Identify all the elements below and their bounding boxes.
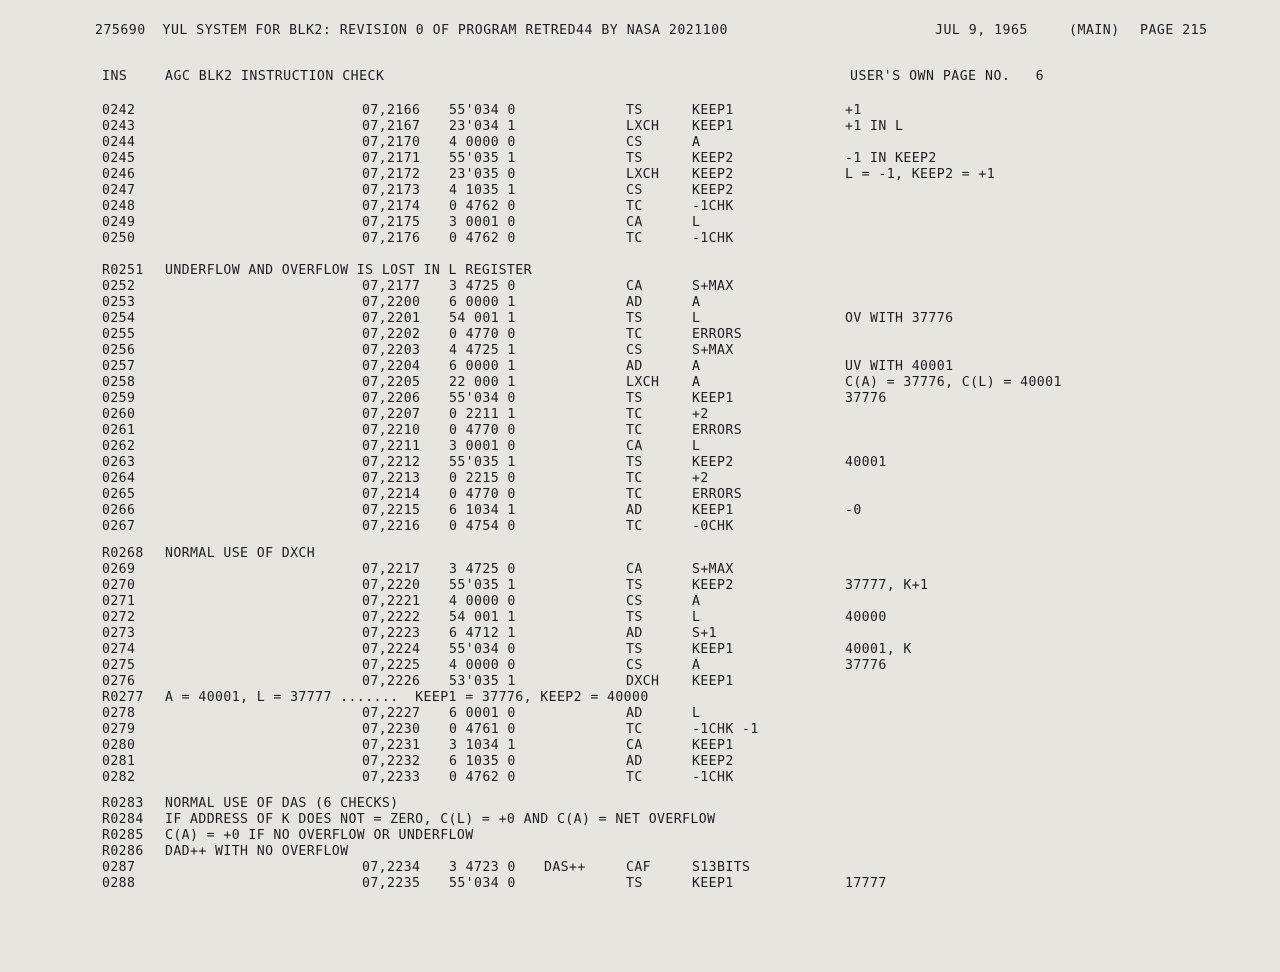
octal-code: 22 000 1 bbox=[449, 375, 516, 390]
remark-row bbox=[0, 263, 1280, 279]
listing-row bbox=[0, 562, 1280, 578]
opcode: TC bbox=[626, 519, 643, 534]
address: L bbox=[692, 311, 701, 326]
location: 07,2224 bbox=[362, 642, 421, 657]
location: 07,2227 bbox=[362, 706, 421, 721]
comment: L = -1, KEEP2 = +1 bbox=[845, 167, 996, 182]
listing-row bbox=[0, 151, 1280, 167]
line-number: 0265 bbox=[102, 487, 136, 502]
ins-label: INS bbox=[102, 69, 128, 84]
remark-text: A = 40001, L = 37777 ....... KEEP1 = 37776, KEEP2 = 40000 bbox=[165, 690, 649, 705]
line-number: 0280 bbox=[102, 738, 136, 753]
octal-code: 0 4762 0 bbox=[449, 770, 516, 785]
address: -1CHK -1 bbox=[692, 722, 759, 737]
opcode: CAF bbox=[626, 860, 652, 875]
address: KEEP2 bbox=[692, 578, 734, 593]
line-number: 0272 bbox=[102, 610, 136, 625]
line-number: 0275 bbox=[102, 658, 136, 673]
opcode: TS bbox=[626, 151, 643, 166]
line-number: 0246 bbox=[102, 167, 136, 182]
opcode: TS bbox=[626, 610, 643, 625]
location: 07,2170 bbox=[362, 135, 421, 150]
listing-row bbox=[0, 594, 1280, 610]
address: -1CHK bbox=[692, 231, 734, 246]
address: -0CHK bbox=[692, 519, 734, 534]
octal-code: 55'035 1 bbox=[449, 455, 516, 470]
listing-row bbox=[0, 455, 1280, 471]
octal-code: 6 1034 1 bbox=[449, 503, 516, 518]
opcode: CA bbox=[626, 279, 643, 294]
opcode: CA bbox=[626, 439, 643, 454]
location: 07,2221 bbox=[362, 594, 421, 609]
octal-code: 0 2215 0 bbox=[449, 471, 516, 486]
address: +2 bbox=[692, 471, 709, 486]
listing-row bbox=[0, 876, 1280, 892]
address: S+MAX bbox=[692, 279, 734, 294]
listing-row bbox=[0, 135, 1280, 151]
listing-row bbox=[0, 578, 1280, 594]
users-page-number: USER'S OWN PAGE NO. 6 bbox=[850, 69, 1045, 84]
listing-row bbox=[0, 279, 1280, 295]
comment: 40001, K bbox=[845, 642, 912, 657]
listing-row bbox=[0, 215, 1280, 231]
line-number: R0283 bbox=[102, 796, 144, 811]
location: 07,2200 bbox=[362, 295, 421, 310]
location: 07,2226 bbox=[362, 674, 421, 689]
octal-code: 4 4725 1 bbox=[449, 343, 516, 358]
header-tag: (MAIN) bbox=[1069, 23, 1120, 38]
octal-code: 6 1035 0 bbox=[449, 754, 516, 769]
comment: UV WITH 40001 bbox=[845, 359, 954, 374]
address: +2 bbox=[692, 407, 709, 422]
octal-code: 55'034 0 bbox=[449, 391, 516, 406]
header-date: JUL 9, 1965 bbox=[935, 23, 1028, 38]
line-number: 0256 bbox=[102, 343, 136, 358]
octal-code: 6 0000 1 bbox=[449, 359, 516, 374]
octal-code: 0 4762 0 bbox=[449, 199, 516, 214]
line-number: 0288 bbox=[102, 876, 136, 891]
line-number: 0279 bbox=[102, 722, 136, 737]
remark-text: DAD++ WITH NO OVERFLOW bbox=[165, 844, 349, 859]
line-number: 0243 bbox=[102, 119, 136, 134]
opcode: CA bbox=[626, 562, 643, 577]
address: ERRORS bbox=[692, 487, 743, 502]
octal-code: 0 2211 1 bbox=[449, 407, 516, 422]
location: 07,2235 bbox=[362, 876, 421, 891]
octal-code: 4 0000 0 bbox=[449, 135, 516, 150]
line-number: 0282 bbox=[102, 770, 136, 785]
location: 07,2167 bbox=[362, 119, 421, 134]
label: DAS++ bbox=[544, 860, 586, 875]
listing-row bbox=[0, 860, 1280, 876]
location: 07,2205 bbox=[362, 375, 421, 390]
octal-code: 0 4770 0 bbox=[449, 327, 516, 342]
octal-code: 3 0001 0 bbox=[449, 215, 516, 230]
location: 07,2177 bbox=[362, 279, 421, 294]
opcode: AD bbox=[626, 626, 643, 641]
octal-code: 0 4762 0 bbox=[449, 231, 516, 246]
location: 07,2215 bbox=[362, 503, 421, 518]
location: 07,2173 bbox=[362, 183, 421, 198]
line-number: 0248 bbox=[102, 199, 136, 214]
line-number: 0259 bbox=[102, 391, 136, 406]
location: 07,2202 bbox=[362, 327, 421, 342]
remark-text: IF ADDRESS OF K DOES NOT = ZERO, C(L) = +0 AND C(A) = NET OVERFLOW bbox=[165, 812, 716, 827]
octal-code: 54 001 1 bbox=[449, 610, 516, 625]
comment: 40000 bbox=[845, 610, 887, 625]
opcode: LXCH bbox=[626, 167, 660, 182]
address: KEEP2 bbox=[692, 167, 734, 182]
opcode: TC bbox=[626, 471, 643, 486]
opcode: CS bbox=[626, 135, 643, 150]
listing-row bbox=[0, 674, 1280, 690]
listing-row bbox=[0, 610, 1280, 626]
octal-code: 23'034 1 bbox=[449, 119, 516, 134]
location: 07,2230 bbox=[362, 722, 421, 737]
opcode: AD bbox=[626, 754, 643, 769]
listing-row bbox=[0, 487, 1280, 503]
line-number: 0253 bbox=[102, 295, 136, 310]
line-number: 0245 bbox=[102, 151, 136, 166]
comment: -0 bbox=[845, 503, 862, 518]
opcode: AD bbox=[626, 295, 643, 310]
octal-code: 0 4754 0 bbox=[449, 519, 516, 534]
remark-text: UNDERFLOW AND OVERFLOW IS LOST IN L REGISTER bbox=[165, 263, 532, 278]
location: 07,2175 bbox=[362, 215, 421, 230]
octal-code: 3 4725 0 bbox=[449, 562, 516, 577]
listing-row bbox=[0, 103, 1280, 119]
listing-row bbox=[0, 439, 1280, 455]
octal-code: 53'035 1 bbox=[449, 674, 516, 689]
address: KEEP1 bbox=[692, 674, 734, 689]
octal-code: 6 0001 0 bbox=[449, 706, 516, 721]
opcode: DXCH bbox=[626, 674, 660, 689]
line-number: 0244 bbox=[102, 135, 136, 150]
listing-row bbox=[0, 327, 1280, 343]
listing-title: AGC BLK2 INSTRUCTION CHECK bbox=[165, 69, 385, 84]
octal-code: 55'034 0 bbox=[449, 642, 516, 657]
address: A bbox=[692, 295, 701, 310]
remark-row bbox=[0, 812, 1280, 828]
listing-row bbox=[0, 407, 1280, 423]
line-number: 0287 bbox=[102, 860, 136, 875]
location: 07,2212 bbox=[362, 455, 421, 470]
address: A bbox=[692, 375, 701, 390]
address: A bbox=[692, 135, 701, 150]
line-number: 0273 bbox=[102, 626, 136, 641]
location: 07,2176 bbox=[362, 231, 421, 246]
octal-code: 3 0001 0 bbox=[449, 439, 516, 454]
location: 07,2222 bbox=[362, 610, 421, 625]
listing-row bbox=[0, 295, 1280, 311]
header-page-number: PAGE 215 bbox=[1140, 23, 1208, 38]
comment: -1 IN KEEP2 bbox=[845, 151, 937, 166]
address: ERRORS bbox=[692, 327, 743, 342]
listing-row bbox=[0, 626, 1280, 642]
location: 07,2225 bbox=[362, 658, 421, 673]
location: 07,2203 bbox=[362, 343, 421, 358]
line-number: 0264 bbox=[102, 471, 136, 486]
address: A bbox=[692, 658, 701, 673]
location: 07,2207 bbox=[362, 407, 421, 422]
listing-row bbox=[0, 738, 1280, 754]
listing-row bbox=[0, 519, 1280, 535]
listing-row bbox=[0, 199, 1280, 215]
line-number: 0247 bbox=[102, 183, 136, 198]
remark-row bbox=[0, 546, 1280, 562]
line-number: R0284 bbox=[102, 812, 144, 827]
opcode: LXCH bbox=[626, 119, 660, 134]
location: 07,2206 bbox=[362, 391, 421, 406]
listing-row bbox=[0, 167, 1280, 183]
line-number: 0266 bbox=[102, 503, 136, 518]
address: KEEP2 bbox=[692, 754, 734, 769]
opcode: TC bbox=[626, 770, 643, 785]
line-number: R0268 bbox=[102, 546, 144, 561]
opcode: TC bbox=[626, 199, 643, 214]
address: KEEP1 bbox=[692, 503, 734, 518]
address: KEEP1 bbox=[692, 642, 734, 657]
octal-code: 55'035 1 bbox=[449, 151, 516, 166]
line-number: 0257 bbox=[102, 359, 136, 374]
address: S13BITS bbox=[692, 860, 751, 875]
octal-code: 23'035 0 bbox=[449, 167, 516, 182]
address: KEEP2 bbox=[692, 455, 734, 470]
address: KEEP1 bbox=[692, 876, 734, 891]
address: KEEP1 bbox=[692, 119, 734, 134]
octal-code: 55'034 0 bbox=[449, 103, 516, 118]
listing-row bbox=[0, 183, 1280, 199]
location: 07,2216 bbox=[362, 519, 421, 534]
line-number: 0274 bbox=[102, 642, 136, 657]
comment: 17777 bbox=[845, 876, 887, 891]
address: A bbox=[692, 359, 701, 374]
comment: 37776 bbox=[845, 391, 887, 406]
listing-row bbox=[0, 119, 1280, 135]
location: 07,2231 bbox=[362, 738, 421, 753]
opcode: TS bbox=[626, 103, 643, 118]
opcode: CS bbox=[626, 658, 643, 673]
address: S+MAX bbox=[692, 343, 734, 358]
line-number: R0277 bbox=[102, 690, 144, 705]
listing-row bbox=[0, 231, 1280, 247]
opcode: TS bbox=[626, 455, 643, 470]
address: A bbox=[692, 594, 701, 609]
octal-code: 4 0000 0 bbox=[449, 658, 516, 673]
comment: +1 bbox=[845, 103, 862, 118]
listing-row bbox=[0, 503, 1280, 519]
comment: 40001 bbox=[845, 455, 887, 470]
opcode: TS bbox=[626, 642, 643, 657]
listing-row bbox=[0, 722, 1280, 738]
location: 07,2166 bbox=[362, 103, 421, 118]
comment: 37777, K+1 bbox=[845, 578, 929, 593]
listing-row bbox=[0, 391, 1280, 407]
location: 07,2211 bbox=[362, 439, 421, 454]
location: 07,2213 bbox=[362, 471, 421, 486]
line-number: 0255 bbox=[102, 327, 136, 342]
address: KEEP1 bbox=[692, 738, 734, 753]
address: L bbox=[692, 215, 701, 230]
opcode: TC bbox=[626, 722, 643, 737]
remark-row bbox=[0, 690, 1280, 706]
address: KEEP1 bbox=[692, 391, 734, 406]
location: 07,2223 bbox=[362, 626, 421, 641]
opcode: TC bbox=[626, 487, 643, 502]
location: 07,2171 bbox=[362, 151, 421, 166]
line-number: 0271 bbox=[102, 594, 136, 609]
line-number: 0270 bbox=[102, 578, 136, 593]
octal-code: 3 4723 0 bbox=[449, 860, 516, 875]
address: L bbox=[692, 610, 701, 625]
listing-row bbox=[0, 375, 1280, 391]
location: 07,2232 bbox=[362, 754, 421, 769]
octal-code: 6 4712 1 bbox=[449, 626, 516, 641]
opcode: TC bbox=[626, 423, 643, 438]
opcode: AD bbox=[626, 706, 643, 721]
remark-row bbox=[0, 844, 1280, 860]
line-number: 0262 bbox=[102, 439, 136, 454]
location: 07,2172 bbox=[362, 167, 421, 182]
location: 07,2210 bbox=[362, 423, 421, 438]
location: 07,2214 bbox=[362, 487, 421, 502]
line-number: 0281 bbox=[102, 754, 136, 769]
address: -1CHK bbox=[692, 770, 734, 785]
listing-row bbox=[0, 770, 1280, 786]
location: 07,2220 bbox=[362, 578, 421, 593]
line-number: 0250 bbox=[102, 231, 136, 246]
octal-code: 55'034 0 bbox=[449, 876, 516, 891]
opcode: CA bbox=[626, 215, 643, 230]
comment: +1 IN L bbox=[845, 119, 904, 134]
opcode: CS bbox=[626, 343, 643, 358]
opcode: CS bbox=[626, 594, 643, 609]
listing-row bbox=[0, 359, 1280, 375]
address: S+1 bbox=[692, 626, 718, 641]
comment: 37776 bbox=[845, 658, 887, 673]
address: -1CHK bbox=[692, 199, 734, 214]
line-number: 0269 bbox=[102, 562, 136, 577]
location: 07,2174 bbox=[362, 199, 421, 214]
address: L bbox=[692, 439, 701, 454]
address: L bbox=[692, 706, 701, 721]
address: ERRORS bbox=[692, 423, 743, 438]
location: 07,2217 bbox=[362, 562, 421, 577]
octal-code: 4 0000 0 bbox=[449, 594, 516, 609]
listing-row bbox=[0, 754, 1280, 770]
listing-row bbox=[0, 471, 1280, 487]
line-number: R0251 bbox=[102, 263, 144, 278]
location: 07,2234 bbox=[362, 860, 421, 875]
opcode: TC bbox=[626, 231, 643, 246]
opcode: AD bbox=[626, 503, 643, 518]
remark-row bbox=[0, 828, 1280, 844]
octal-code: 0 4761 0 bbox=[449, 722, 516, 737]
location: 07,2201 bbox=[362, 311, 421, 326]
address: KEEP2 bbox=[692, 183, 734, 198]
line-number: R0285 bbox=[102, 828, 144, 843]
line-number: 0263 bbox=[102, 455, 136, 470]
line-number: 0258 bbox=[102, 375, 136, 390]
line-number: 0249 bbox=[102, 215, 136, 230]
octal-code: 4 1035 1 bbox=[449, 183, 516, 198]
octal-code: 54 001 1 bbox=[449, 311, 516, 326]
line-number: 0242 bbox=[102, 103, 136, 118]
listing-row bbox=[0, 343, 1280, 359]
opcode: TS bbox=[626, 578, 643, 593]
opcode: TC bbox=[626, 327, 643, 342]
comment: OV WITH 37776 bbox=[845, 311, 954, 326]
opcode: CA bbox=[626, 738, 643, 753]
remark-text: NORMAL USE OF DXCH bbox=[165, 546, 316, 561]
opcode: TS bbox=[626, 391, 643, 406]
line-number: 0276 bbox=[102, 674, 136, 689]
address: KEEP2 bbox=[692, 151, 734, 166]
address: KEEP1 bbox=[692, 103, 734, 118]
line-number: 0252 bbox=[102, 279, 136, 294]
line-number: 0261 bbox=[102, 423, 136, 438]
octal-code: 0 4770 0 bbox=[449, 423, 516, 438]
octal-code: 3 4725 0 bbox=[449, 279, 516, 294]
line-number: 0254 bbox=[102, 311, 136, 326]
line-number: 0267 bbox=[102, 519, 136, 534]
opcode: CS bbox=[626, 183, 643, 198]
octal-code: 6 0000 1 bbox=[449, 295, 516, 310]
listing-row bbox=[0, 658, 1280, 674]
opcode: TC bbox=[626, 407, 643, 422]
opcode: TS bbox=[626, 876, 643, 891]
remark-row bbox=[0, 796, 1280, 812]
listing-row bbox=[0, 642, 1280, 658]
listing-row bbox=[0, 423, 1280, 439]
octal-code: 0 4770 0 bbox=[449, 487, 516, 502]
octal-code: 55'035 1 bbox=[449, 578, 516, 593]
location: 07,2204 bbox=[362, 359, 421, 374]
line-number: 0260 bbox=[102, 407, 136, 422]
octal-code: 3 1034 1 bbox=[449, 738, 516, 753]
location: 07,2233 bbox=[362, 770, 421, 785]
listing-row bbox=[0, 706, 1280, 722]
comment: C(A) = 37776, C(L) = 40001 bbox=[845, 375, 1062, 390]
opcode: TS bbox=[626, 311, 643, 326]
address: S+MAX bbox=[692, 562, 734, 577]
line-number: R0286 bbox=[102, 844, 144, 859]
line-number: 0278 bbox=[102, 706, 136, 721]
header-title: 275690 YUL SYSTEM FOR BLK2: REVISION 0 OF PROGRAM RETRED44 BY NASA 2021100 bbox=[95, 23, 728, 38]
remark-text: NORMAL USE OF DAS (6 CHECKS) bbox=[165, 796, 399, 811]
opcode: LXCH bbox=[626, 375, 660, 390]
opcode: AD bbox=[626, 359, 643, 374]
listing-row bbox=[0, 311, 1280, 327]
remark-text: C(A) = +0 IF NO OVERFLOW OR UNDERFLOW bbox=[165, 828, 474, 843]
